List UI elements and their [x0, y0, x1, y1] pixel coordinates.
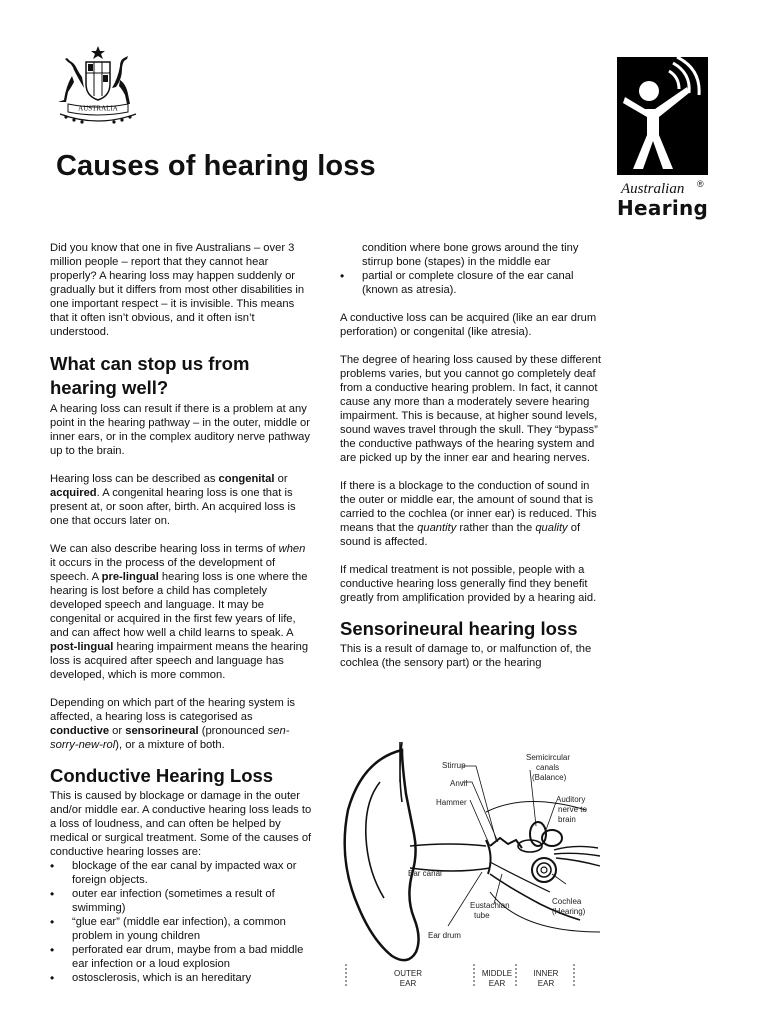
- list-item: • partial or complete closure of the ear canal (known as atresia).: [340, 269, 602, 297]
- paragraph-blockage: If there is a blockage to the conduction of sound in the outer or middle ear, the amount of sound that is carried to the cochlea (or inner ear) is reduced. This means that the quantity rather than the quality of sound is affected.: [340, 480, 597, 548]
- label-middle-ear-2: EAR: [488, 979, 506, 988]
- label-outer-ear-2: EAR: [399, 979, 417, 988]
- paragraph-lingual: We can also describe hearing loss in terms of when it occurs in the process of the development of speech. A pre-lingual hearing loss is one where the hearing is lost before a child has completely developed speech and language. It may be congenital or acquired in the first few years of life, and can affect how well a child learns to speak. A post-lingual hearing impairment means the hearing loss is acquired after speech and language has developed, which is more common.: [50, 543, 309, 681]
- list-item-continuation: condition where bone grows around the tiny stirrup bone (stapes) in the middle ear: [362, 242, 579, 268]
- label-cochlea-hearing: (Hearing): [552, 907, 586, 916]
- australian-coat-of-arms: [50, 44, 146, 126]
- label-ear-drum: Ear drum: [428, 931, 461, 940]
- label-brain: brain: [558, 815, 576, 824]
- logo-registered-mark: ®: [697, 179, 704, 189]
- conductive-causes-list: [50, 859, 312, 985]
- ear-anatomy-diagram: [340, 742, 610, 992]
- heading-what-can-stop-us: What can stop us from hearing well?: [50, 353, 250, 398]
- australian-hearing-logo: [617, 57, 708, 175]
- logo-word-hearing: Hearing: [617, 196, 709, 220]
- label-inner-ear-1: INNER: [533, 969, 559, 978]
- list-item: • “glue ear” (middle ear infection), a common problem in young children: [50, 915, 312, 943]
- crest-motto: AUSTRALIA: [78, 104, 118, 113]
- list-item: • blockage of the ear canal by impacted wax or foreign objects.: [50, 859, 312, 887]
- label-outer-ear-1: OUTER: [394, 969, 422, 978]
- label-semicircular: Semicircular: [526, 753, 571, 762]
- page-title: Causes of hearing loss: [56, 150, 376, 182]
- label-tube: tube: [474, 911, 490, 920]
- paragraph-degree: The degree of hearing loss caused by these different problems varies, but you cannot go completely deaf from a conductive hearing problem. In fact, it cannot cause any more than a moderately severe hearing impairment. This is because, at higher sound levels, sound waves travel through the skull. They “bypass” the conductive pathways of the hearing system and are picked up by the inner ear and hearing nerves.: [340, 354, 602, 464]
- right-column: [340, 241, 602, 670]
- list-item: • ostosclerosis, which is an hereditary: [50, 971, 312, 985]
- label-inner-ear-2: EAR: [537, 979, 555, 988]
- label-eustachian: Eustachian: [470, 901, 510, 910]
- list-item: • perforated ear drum, maybe from a bad middle ear infection or a loud explosion: [50, 943, 312, 971]
- paragraph-congenital-acquired: Hearing loss can be described as congenital or acquired. A congenital hearing loss is one that is present at, or soon after, birth. An acquired loss is one that occurs later on.: [50, 473, 296, 527]
- paragraph-categories: Depending on which part of the hearing system is affected, a hearing loss is categorised as conductive or sensorineural (pronounced sen-sorry-new-rol), or a mixture of both.: [50, 697, 296, 751]
- label-hammer: Hammer: [436, 798, 467, 807]
- intro-paragraph: Did you know that one in five Australians – over 3 million people – report that they cannot hear properly? A hearing loss may happen suddenly or gradually but it differs from most other disabilities in one important respect – it is invisible. This means that it often isn’t obvious, and it often isn’t understood.: [50, 242, 305, 338]
- label-ear-canal: Ear canal: [408, 869, 442, 878]
- heading-conductive-hearing-loss: Conductive Hearing Loss: [50, 765, 274, 786]
- left-column: [50, 241, 312, 985]
- label-stirrup: Stirrup: [442, 761, 466, 770]
- label-anvil: Anvil: [450, 779, 468, 788]
- label-canals: canals: [536, 763, 560, 772]
- label-middle-ear-1: MIDDLE: [481, 969, 513, 978]
- conductive-causes-list-continued: [340, 269, 602, 297]
- label-balance: (Balance): [532, 773, 567, 782]
- logo-word-australian: Australian: [621, 181, 685, 197]
- paragraph-sensorineural: This is a result of damage to, or malfunction of, the cochlea (the sensory part) or the hearing: [340, 643, 592, 669]
- paragraph-acquired-or-congenital: A conductive loss can be acquired (like an ear drum perforation) or congenital (like atresia).: [340, 312, 597, 338]
- label-cochlea: Cochlea: [552, 897, 582, 906]
- heading-sensorineural-hearing-loss: Sensorineural hearing loss: [340, 618, 578, 639]
- paragraph-conductive: This is caused by blockage or damage in the outer and/or middle ear. A conductive hearing loss leads to a loss of loudness, and can often be helped by medical or surgical treatment. Some of the causes of conductive hearing losses are:: [50, 790, 312, 858]
- paragraph-hearing-pathway: A hearing loss can result if there is a problem at any point in the hearing pathway – in the outer, middle or inner ears, or in the complex auditory nerve pathway up to the brain.: [50, 403, 310, 457]
- paragraph-medical-treatment: If medical treatment is not possible, people with a conductive hearing loss generally find they benefit greatly from amplification provided by a hearing aid.: [340, 564, 597, 604]
- label-nerve-to: nerve to: [558, 805, 587, 814]
- list-item: • outer ear infection (sometimes a result of swimming): [50, 887, 312, 915]
- label-auditory: Auditory: [556, 795, 586, 804]
